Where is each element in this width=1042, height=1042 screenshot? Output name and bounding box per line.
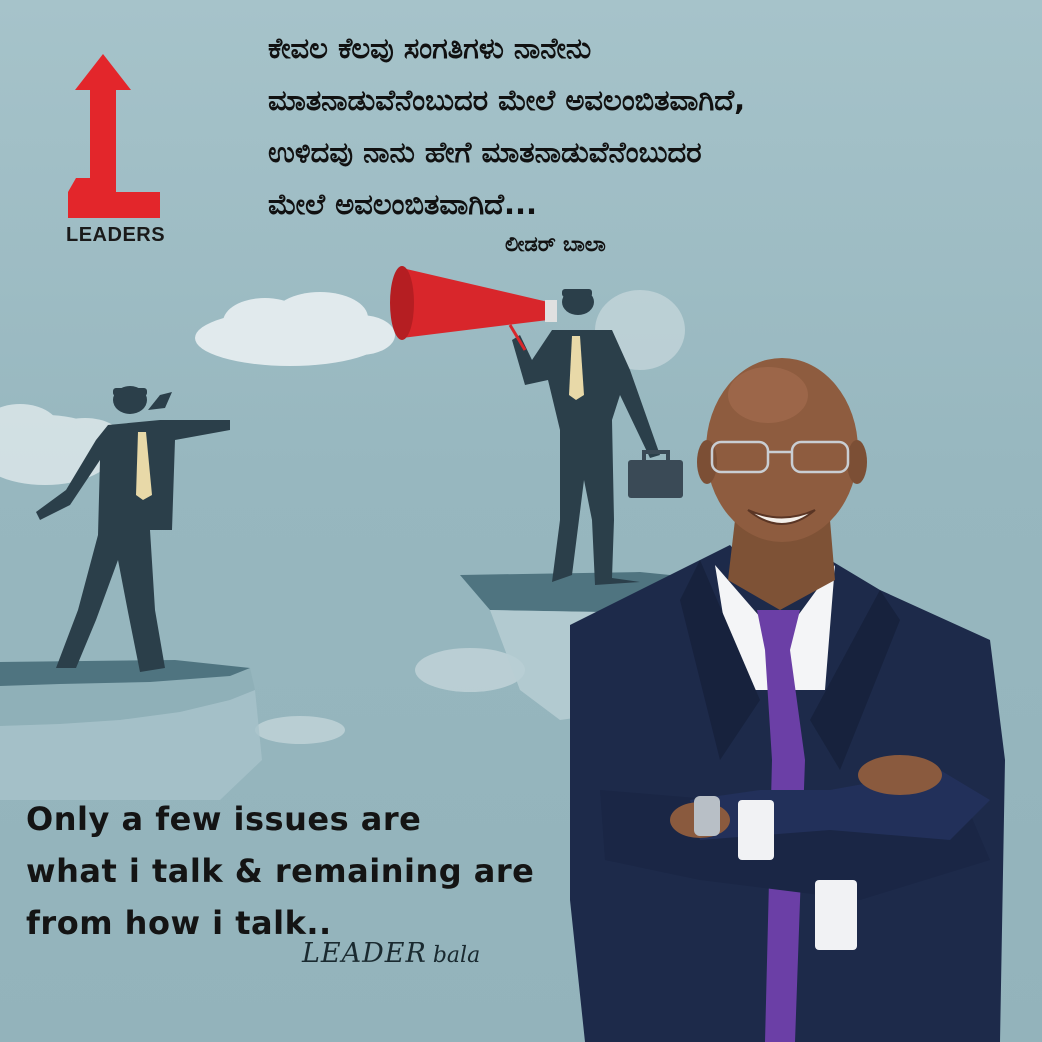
watch-icon: [694, 796, 720, 836]
english-signature: [302, 938, 480, 969]
kannada-signature: ಲೀಡರ್ ಬಾಲಾ: [505, 232, 606, 256]
kannada-quote-line: ಮಾತನಾಡುವೆನೆಂಬುದರ ಮೇಲೆ ಅವಲಂಬಿತವಾಗಿದೆ,: [268, 83, 746, 117]
english-quote-line: from how i talk..: [26, 904, 332, 942]
kannada-quote: [268, 22, 1038, 230]
english-quote-line: Only a few issues are: [26, 800, 422, 838]
kannada-quote-line: ಕೇವಲ ಕೆಲವು ಸಂಗತಿಗಳು ನಾನೇನು: [268, 31, 592, 65]
english-quote: [26, 793, 534, 949]
logo-wordmark: LEADERS: [66, 224, 166, 246]
kannada-quote-line: ಮೇಲೆ ಅವಲಂಬಿತವಾಗಿದೆ...: [268, 187, 538, 221]
english-quote-line: what i talk & remaining are: [26, 852, 535, 890]
signature-leader: LEADER: [302, 938, 427, 969]
kannada-quote-line: ಉಳಿದವು ನಾನು ಹೇಗೆ ಮಾತನಾಡುವೆನೆಂಬುದರ: [268, 135, 702, 169]
signature-name: bala: [432, 943, 481, 968]
